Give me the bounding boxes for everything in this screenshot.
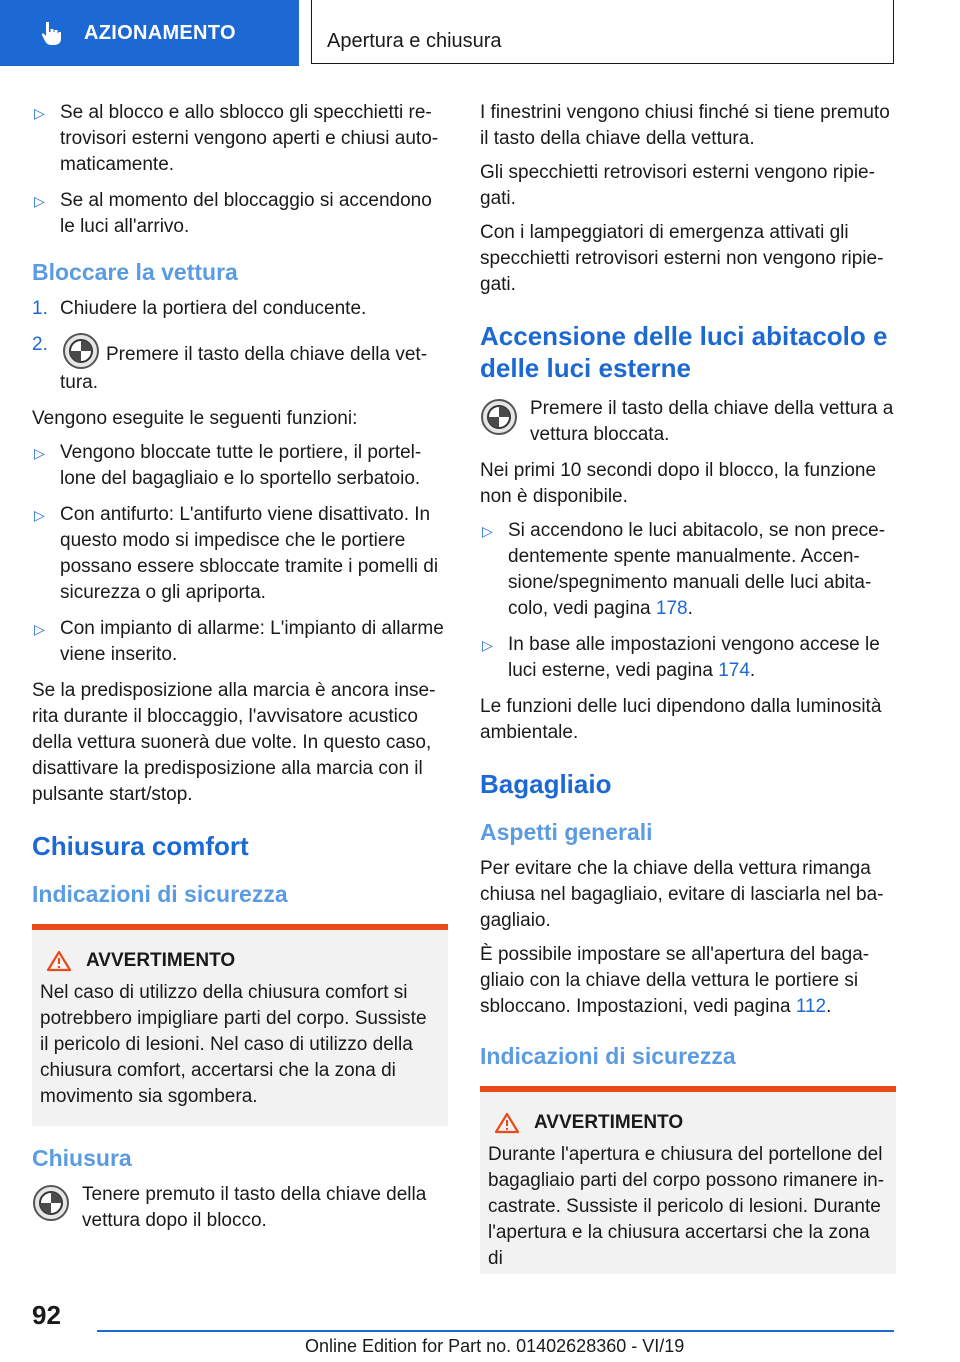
triangle-bullet-icon: ▷ <box>34 105 45 121</box>
top-bullet-list <box>32 100 448 240</box>
triangle-bullet-icon: ▷ <box>34 507 45 523</box>
section-title: AZIONAMENTO <box>84 21 236 44</box>
list-item: ▷ Si accendono le luci abitacolo, se non precedentemente spente manualmente. Accensione/spegnimento manuali delle luci abitacolo, vedi pagina 178. <box>482 520 886 619</box>
warning-box <box>480 1086 896 1274</box>
bmw-key-button-icon <box>32 1184 70 1222</box>
warning-text: Nel caso di utilizzo della chiusura comfort si potrebbero impigliare parti del corpo. Sussiste il pericolo di lesioni. Nel caso di utilizzo della chiusura comfort, accertarsi che la zona di movimento sia sgombera. <box>40 982 427 1107</box>
list-item: ▷ Con antifurto: L'antifurto viene disattivato. In questo modo si impedisce che le portiere possano essere sbloccate tramite i pomelli di sicurezza o gli apriporta. <box>34 504 439 603</box>
close-heading: Chiusura <box>32 1145 132 1171</box>
chapter-title: Apertura e chiusura <box>327 30 502 52</box>
windows-text: I finestrini vengono chiusi finché si tiene premuto il tasto della chiave della vettura. <box>480 102 890 149</box>
drive-note: Se la predisposizione alla marcia è ancora inserita durante il bloccaggio, l'avvisatore acustico della vettura suonerà due volte. In questo caso, disattivare la predisposizione alla marcia con il pulsante start/stop. <box>32 680 436 805</box>
page-header <box>0 0 960 66</box>
triangle-bullet-icon: ▷ <box>482 637 493 653</box>
trunk-safety-heading: Indicazioni di sicurezza <box>480 1043 736 1069</box>
list-item: 1. Chiudere la portiera del conducente. <box>32 298 367 319</box>
lights-note: Le funzioni delle luci dipendono dalla luminosità ambientale. <box>480 696 882 743</box>
lights-list <box>480 518 896 684</box>
warning-text: Durante l'apertura e chiusura del portellone del bagagliaio parti del corpo possono rimanere incastrate. Sussiste il pericolo di lesioni. Durante l'apertura e la chiusura accertarsi che la zona di <box>488 1144 885 1269</box>
lock-heading: Bloccare la vettura <box>32 259 238 285</box>
triangle-bullet-icon: ▷ <box>482 523 493 539</box>
lock-steps <box>32 296 448 396</box>
lights-key-text: Premere il tasto della chiave della vettura a vettura bloccata. <box>530 398 894 445</box>
page-link-178[interactable]: 178 <box>655 598 688 619</box>
list-item: 2. Premere il tasto della chiave della vettura. <box>32 334 428 393</box>
right-column <box>480 100 896 1288</box>
page-number: 92 <box>32 1300 61 1330</box>
page-link-112[interactable]: 112 <box>795 996 827 1017</box>
triangle-bullet-icon: ▷ <box>34 193 45 209</box>
triangle-bullet-icon: ▷ <box>34 445 45 461</box>
hazard-text: Con i lampeggiatori di emergenza attivati gli specchietti retrovisori esterni non vengono ripiegati. <box>480 222 884 295</box>
list-item: ▷ Con impianto di allarme: L'impianto di allarme viene inserito. <box>34 618 444 665</box>
section-tab <box>0 0 299 66</box>
bmw-key-button-icon <box>62 332 100 370</box>
list-item: ▷ Se al blocco e allo sblocco gli specchietti retrovisori esterni vengono aperti e chiusi automaticamente. <box>34 102 439 175</box>
ten-seconds-text: Nei primi 10 secondi dopo il blocco, la funzione non è disponibile. <box>480 460 877 507</box>
general-heading: Aspetti generali <box>480 819 653 845</box>
left-column <box>32 100 448 1244</box>
list-item: ▷ In base alle impostazioni vengono accese le luci esterne, vedi pagina 174. <box>482 634 880 681</box>
trunk-heading: Bagagliaio <box>480 769 612 799</box>
lights-heading: Accensione delle luci abitacolo e delle luci esterne <box>480 321 888 383</box>
safety-heading: Indicazioni di sicurezza <box>32 881 288 907</box>
warning-triangle-icon <box>46 950 72 972</box>
bmw-key-button-icon <box>480 398 518 436</box>
triangle-bullet-icon: ▷ <box>34 621 45 637</box>
comfort-heading: Chiusura comfort <box>32 831 249 861</box>
footer-rule <box>97 1330 894 1332</box>
page-link-174[interactable]: 174 <box>718 660 750 681</box>
mirrors-text: Gli specchietti retrovisori esterni vengono ripiegati. <box>480 162 875 209</box>
hand-pointer-icon <box>38 20 64 46</box>
warning-title: AVVERTIMENTO <box>86 950 236 971</box>
doors-text: È possibile impostare se all'apertura del bagagliaio con la chiave della vettura le portiere si sbloccano. Impostazioni, vedi pagina 112. <box>480 944 870 1017</box>
warning-title: AVVERTIMENTO <box>534 1112 684 1133</box>
edition-text: Online Edition for Part no. 01402628360 - VI/19 <box>305 1336 685 1356</box>
close-text: Tenere premuto il tasto della chiave della vettura dopo il blocco. <box>82 1184 427 1231</box>
warning-box <box>32 924 448 1126</box>
functions-list <box>32 440 448 668</box>
list-item: ▷ Vengono bloccate tutte le portiere, il portellone del bagagliaio e lo sportello serbatoio. <box>34 442 422 489</box>
functions-intro: Vengono eseguite le seguenti funzioni: <box>32 408 358 429</box>
list-item: ▷ Se al momento del bloccaggio si accendono le luci all'arrivo. <box>34 190 432 237</box>
chapter-tab <box>311 0 894 64</box>
warning-triangle-icon <box>494 1112 520 1134</box>
trunk-text: Per evitare che la chiave della vettura rimanga chiusa nel bagagliaio, evitare di lasciarla nel bagagliaio. <box>480 858 884 931</box>
